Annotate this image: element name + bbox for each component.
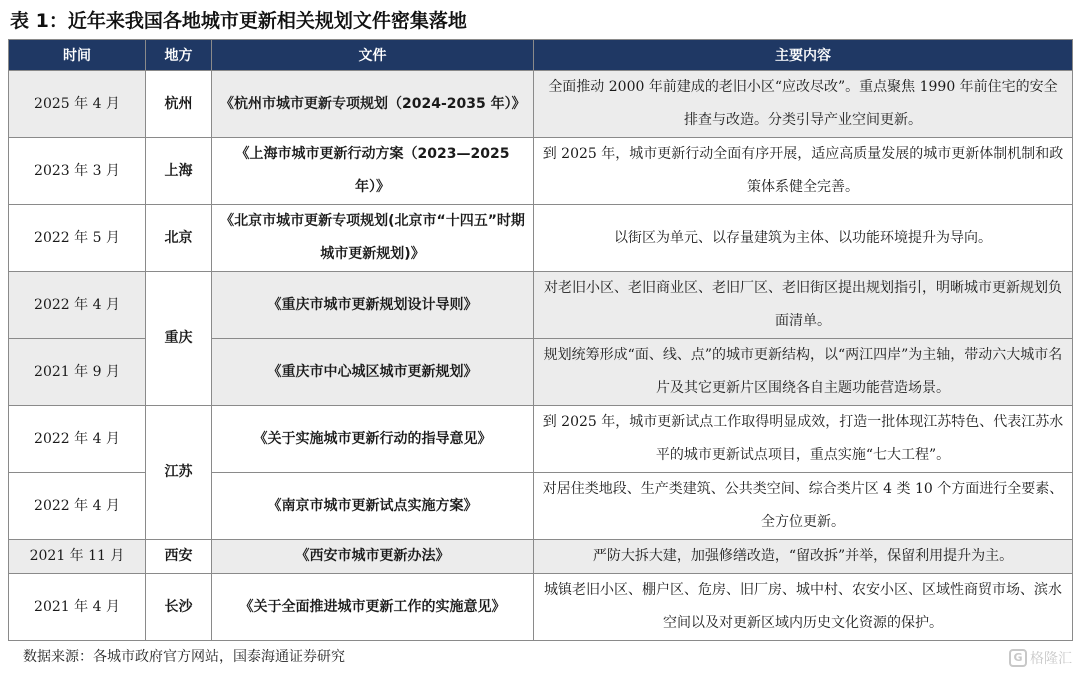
cell-city: 西安 [146,540,212,574]
table-row [9,406,1073,473]
cell-content: 城镇老旧小区、棚户区、危房、旧厂房、城中村、农安小区、区域性商贸市场、滨水空间以及对更新区域内历史文化资源的保护。 [534,574,1073,641]
cell-document: 《重庆市城市更新规划设计导则》 [212,272,534,339]
data-source-note: 数据来源：各城市政府官方网站，国泰海通证券研究 [23,649,345,665]
cell-document: 《北京市城市更新专项规划(北京市“十四五”时期城市更新规划)》 [212,205,534,272]
cell-content: 对老旧小区、老旧商业区、老旧厂区、老旧街区提出规划指引，明晰城市更新规划负面清单。 [534,272,1073,339]
table-row [9,574,1073,641]
header-document: 文件 [212,40,534,71]
watermark-text: 格隆汇 [1030,651,1072,667]
table-title: 表 1：近年来我国各地城市更新相关规划文件密集落地 [10,10,467,32]
table-row [9,272,1073,339]
cell-time: 2021 年 9 月 [9,339,146,406]
cell-time: 2021 年 11 月 [9,540,146,574]
cell-time: 2022 年 5 月 [9,205,146,272]
cell-time: 2022 年 4 月 [9,272,146,339]
table-row [9,205,1073,272]
cell-time: 2022 年 4 月 [9,406,146,473]
cell-city: 上海 [146,138,212,205]
cell-document: 《关于全面推进城市更新工作的实施意见》 [212,574,534,641]
policy-table [8,39,1073,641]
cell-document: 《重庆市中心城区城市更新规划》 [212,339,534,406]
table-row [9,71,1073,138]
header-city: 地方 [146,40,212,71]
cell-content: 对居住类地段、生产类建筑、公共类空间、综合类片区 4 类 10 个方面进行全要素、全方位更新。 [534,473,1073,540]
cell-city: 重庆 [146,272,212,406]
watermark [1009,648,1072,668]
cell-document: 《关于实施城市更新行动的指导意见》 [212,406,534,473]
cell-content: 到 2025 年，城市更新行动全面有序开展，适应高质量发展的城市更新体制机制和政策体系健全完善。 [534,138,1073,205]
table-header-row [9,40,1073,71]
watermark-logo-icon: G [1009,649,1027,667]
cell-content: 严防大拆大建，加强修缮改造，“留改拆”并举，保留利用提升为主。 [534,540,1073,574]
cell-city: 杭州 [146,71,212,138]
cell-content: 全面推动 2000 年前建成的老旧小区“应改尽改”。重点聚焦 1990 年前住宅的安全排查与改造。分类引导产业空间更新。 [534,71,1073,138]
cell-document: 《上海市城市更新行动方案（2023—2025 年）》 [212,138,534,205]
cell-content: 规划统筹形成“面、线、点”的城市更新结构，以“两江四岸”为主轴，带动六大城市名片及其它更新片区围绕各自主题功能营造场景。 [534,339,1073,406]
cell-time: 2021 年 4 月 [9,574,146,641]
cell-time: 2022 年 4 月 [9,473,146,540]
header-time: 时间 [9,40,146,71]
cell-time: 2023 年 3 月 [9,138,146,205]
cell-document: 《南京市城市更新试点实施方案》 [212,473,534,540]
cell-content: 到 2025 年，城市更新试点工作取得明显成效，打造一批体现江苏特色、代表江苏水平的城市更新试点项目，重点实施“七大工程”。 [534,406,1073,473]
table-row [9,138,1073,205]
cell-document: 《杭州市城市更新专项规划（2024-2035 年）》 [212,71,534,138]
header-content: 主要内容 [534,40,1073,71]
cell-city: 长沙 [146,574,212,641]
cell-time: 2025 年 4 月 [9,71,146,138]
cell-document: 《西安市城市更新办法》 [212,540,534,574]
cell-city: 江苏 [146,406,212,540]
cell-city: 北京 [146,205,212,272]
cell-content: 以街区为单元、以存量建筑为主体、以功能环境提升为导向。 [534,205,1073,272]
table-row [9,540,1073,574]
